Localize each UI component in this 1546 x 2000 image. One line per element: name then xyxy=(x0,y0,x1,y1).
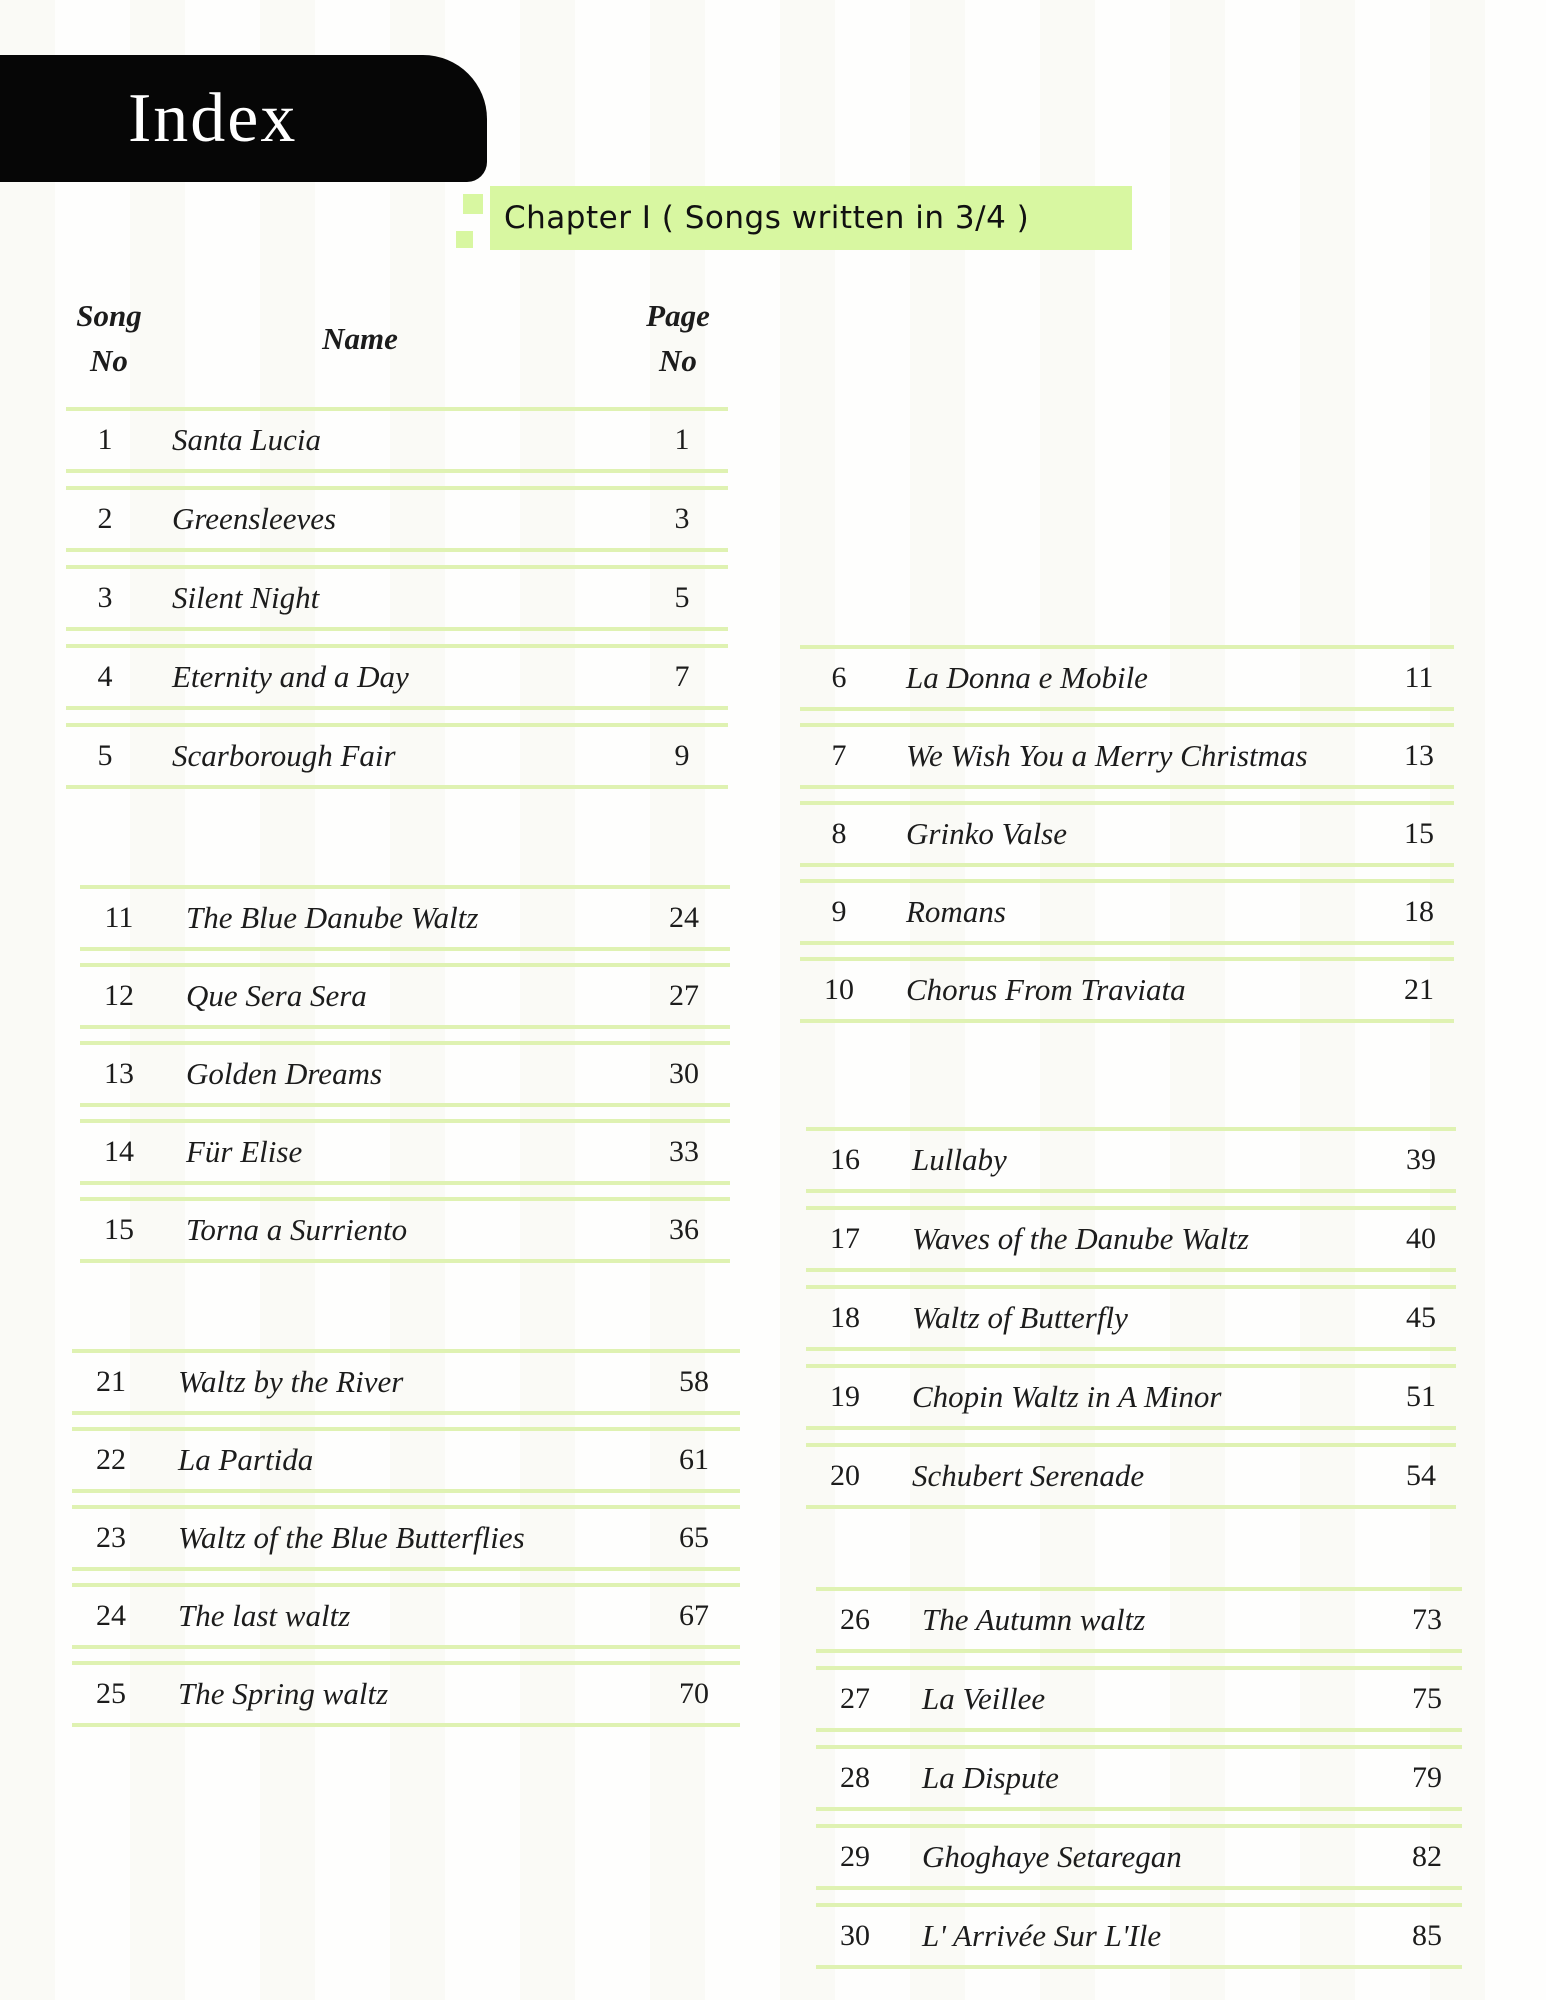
song-number: 16 xyxy=(830,1143,860,1176)
song-number: 18 xyxy=(830,1301,860,1334)
page-number: 61 xyxy=(679,1443,709,1476)
song-number: 4 xyxy=(97,660,113,693)
song-name: Golden Dreams xyxy=(186,1056,383,1091)
table-row xyxy=(806,1127,1456,1193)
table-row xyxy=(72,1505,740,1571)
song-block-26-30 xyxy=(816,1587,1462,1982)
table-row xyxy=(816,1824,1462,1890)
song-name: Waves of the Danube Waltz xyxy=(912,1221,1249,1256)
song-block-6-10 xyxy=(800,645,1454,1035)
table-row xyxy=(66,644,728,710)
table-row xyxy=(800,957,1454,1023)
song-name: Grinko Valse xyxy=(906,816,1068,851)
song-block-16-20 xyxy=(806,1127,1456,1522)
page-number: 65 xyxy=(679,1521,709,1554)
song-number: 29 xyxy=(840,1840,870,1873)
song-name: Für Elise xyxy=(186,1134,303,1169)
song-name: Schubert Serenade xyxy=(912,1458,1145,1493)
page-number: 30 xyxy=(669,1057,699,1090)
table-row xyxy=(80,885,730,951)
song-name: Waltz of Butterfly xyxy=(912,1300,1128,1335)
song-name: The Blue Danube Waltz xyxy=(186,900,479,935)
page-number: 21 xyxy=(1404,973,1434,1006)
table-row xyxy=(816,1666,1462,1732)
song-number: 28 xyxy=(840,1761,870,1794)
song-number: 11 xyxy=(104,901,134,934)
page-number: 11 xyxy=(1404,661,1434,694)
song-name: Greensleeves xyxy=(172,501,337,536)
song-block-1-5 xyxy=(66,407,728,802)
song-name: Scarborough Fair xyxy=(172,738,396,773)
song-number: 6 xyxy=(831,661,847,694)
song-name: La Donna e Mobile xyxy=(906,660,1148,695)
table-row xyxy=(806,1364,1456,1430)
song-name: The Autumn waltz xyxy=(922,1602,1146,1637)
page-number: 27 xyxy=(669,979,699,1012)
song-number: 25 xyxy=(96,1677,126,1710)
table-row xyxy=(66,565,728,631)
page-number: 36 xyxy=(669,1213,699,1246)
page-number: 1 xyxy=(674,423,690,456)
table-row xyxy=(806,1206,1456,1272)
song-name: L' Arrivée Sur L'Ile xyxy=(922,1918,1162,1953)
page-number: 85 xyxy=(1412,1919,1442,1952)
song-name: Silent Night xyxy=(172,580,320,615)
song-number: 26 xyxy=(840,1603,870,1636)
song-number: 1 xyxy=(97,423,113,456)
song-block-11-15 xyxy=(80,885,730,1275)
song-number: 10 xyxy=(824,973,854,1006)
page-number: 45 xyxy=(1406,1301,1436,1334)
page-number: 9 xyxy=(674,739,690,772)
song-number: 7 xyxy=(831,739,847,772)
table-row xyxy=(800,879,1454,945)
song-name: The last waltz xyxy=(178,1598,351,1633)
song-number: 20 xyxy=(830,1459,860,1492)
table-row xyxy=(816,1587,1462,1653)
song-name: La Partida xyxy=(178,1442,314,1477)
table-row xyxy=(806,1285,1456,1351)
page-number: 67 xyxy=(679,1599,709,1632)
song-number: 3 xyxy=(97,581,113,614)
song-name: Chopin Waltz in A Minor xyxy=(912,1379,1222,1414)
page-number: 82 xyxy=(1412,1840,1442,1873)
page-number: 15 xyxy=(1404,817,1434,850)
song-number: 23 xyxy=(96,1521,126,1554)
song-name: Chorus From Traviata xyxy=(906,972,1186,1007)
header-page-no: Page No xyxy=(646,298,710,378)
header-song-no: Song No xyxy=(76,298,142,378)
song-number: 5 xyxy=(97,739,113,772)
song-name: The Spring waltz xyxy=(178,1676,389,1711)
page-number: 70 xyxy=(679,1677,709,1710)
table-row xyxy=(800,645,1454,711)
table-header xyxy=(66,283,728,395)
table-row xyxy=(800,801,1454,867)
song-name: Santa Lucia xyxy=(172,422,321,457)
song-name: Waltz by the River xyxy=(178,1364,404,1399)
page-number: 24 xyxy=(669,901,699,934)
song-name: Que Sera Sera xyxy=(186,978,367,1013)
song-number: 14 xyxy=(104,1135,134,1168)
page-number: 58 xyxy=(679,1365,709,1398)
song-name: Ghoghaye Setaregan xyxy=(922,1839,1182,1874)
table-row xyxy=(72,1661,740,1727)
page-number: 73 xyxy=(1412,1603,1442,1636)
song-number: 27 xyxy=(840,1682,870,1715)
table-row xyxy=(66,723,728,789)
table-row xyxy=(816,1903,1462,1969)
page-title: Index xyxy=(128,79,298,157)
header-name: Name xyxy=(322,320,398,356)
page-number: 5 xyxy=(674,581,690,614)
song-number: 24 xyxy=(96,1599,126,1632)
page-number: 39 xyxy=(1406,1143,1436,1176)
page-number: 33 xyxy=(669,1135,699,1168)
table-row xyxy=(72,1349,740,1415)
song-name: Romans xyxy=(906,894,1006,929)
song-name: Waltz of the Blue Butterflies xyxy=(178,1520,525,1555)
song-name: Torna a Surriento xyxy=(186,1212,408,1247)
chapter-banner xyxy=(490,186,1132,250)
page-number: 40 xyxy=(1406,1222,1436,1255)
table-row xyxy=(80,1197,730,1263)
table-row xyxy=(80,1041,730,1107)
table-row xyxy=(80,1119,730,1185)
song-name: La Dispute xyxy=(922,1760,1059,1795)
page-number: 3 xyxy=(674,502,690,535)
table-row xyxy=(72,1583,740,1649)
song-number: 15 xyxy=(104,1213,134,1246)
song-name: We Wish You a Merry Christmas xyxy=(906,738,1308,773)
song-number: 17 xyxy=(830,1222,860,1255)
song-number: 22 xyxy=(96,1443,126,1476)
song-number: 9 xyxy=(831,895,847,928)
table-row xyxy=(800,723,1454,789)
table-row xyxy=(806,1443,1456,1509)
table-row xyxy=(80,963,730,1029)
song-block-21-25 xyxy=(72,1349,740,1739)
index-tab xyxy=(0,55,487,182)
song-number: 13 xyxy=(104,1057,134,1090)
table-row xyxy=(66,486,728,552)
song-number: 2 xyxy=(97,502,113,535)
page-number: 75 xyxy=(1412,1682,1442,1715)
song-number: 12 xyxy=(104,979,134,1012)
page-number: 51 xyxy=(1406,1380,1436,1413)
page-number: 7 xyxy=(674,660,690,693)
song-name: Lullaby xyxy=(912,1142,1007,1177)
page-number: 79 xyxy=(1412,1761,1442,1794)
page-number: 13 xyxy=(1404,739,1434,772)
song-number: 30 xyxy=(840,1919,870,1952)
song-number: 19 xyxy=(830,1380,860,1413)
song-name: La Veillee xyxy=(922,1681,1046,1716)
page-number: 54 xyxy=(1406,1459,1436,1492)
page-number: 18 xyxy=(1404,895,1434,928)
song-name: Eternity and a Day xyxy=(172,659,409,694)
song-number: 21 xyxy=(96,1365,126,1398)
table-row xyxy=(66,407,728,473)
table-row xyxy=(72,1427,740,1493)
table-row xyxy=(816,1745,1462,1811)
chapter-title: Chapter I ( Songs written in 3/4 ) xyxy=(504,200,1030,236)
song-number: 8 xyxy=(831,817,847,850)
